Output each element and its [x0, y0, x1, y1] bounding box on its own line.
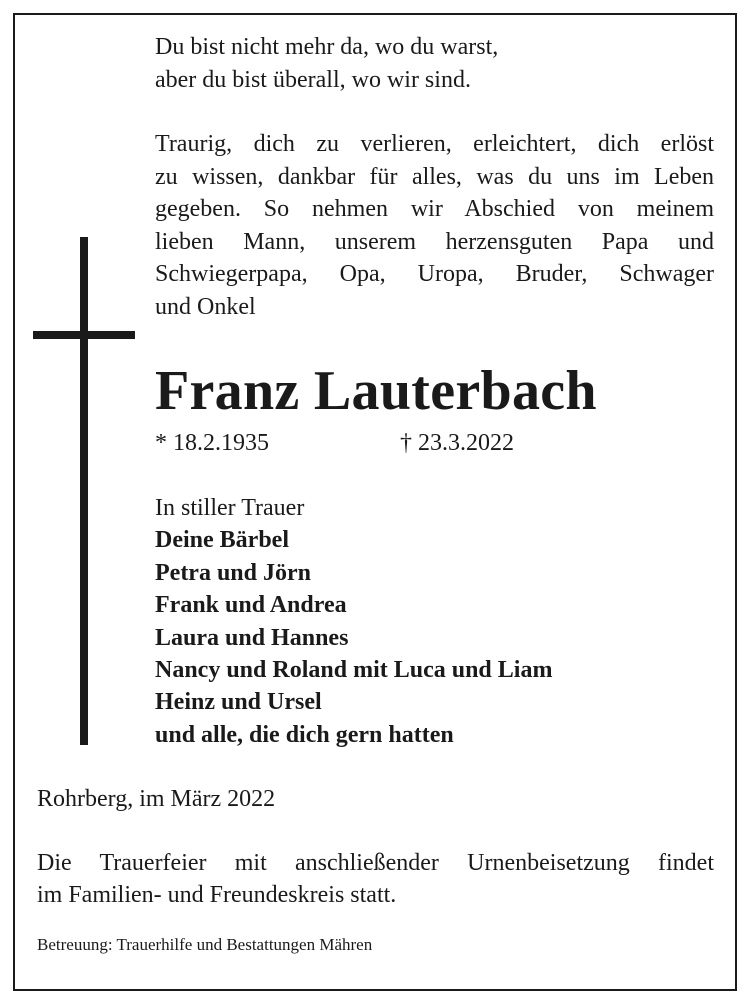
- intro-line: und Onkel: [155, 293, 256, 320]
- cross-horizontal-bar: [33, 331, 135, 339]
- ceremony-line: im Familien- und Freundeskreis statt.: [37, 882, 397, 908]
- mourner-name: und alle, die dich gern hatten: [155, 721, 454, 748]
- mourner-name: Laura und Hannes: [155, 624, 349, 651]
- motto-line: Du bist nicht mehr da, wo du warst,: [155, 34, 499, 60]
- funeral-service-credit: Betreuung: Trauerhilfe und Bestattungen Mähren: [37, 935, 373, 954]
- mourner-name: Heinz und Ursel: [155, 689, 322, 716]
- mourners-heading: In stiller Trauer: [155, 495, 305, 521]
- birth-date: * 18.2.1935: [155, 430, 269, 456]
- intro-line: gegeben. So nehmen wir Abschied von meinem: [155, 196, 714, 223]
- mourner-name: Frank und Andrea: [155, 592, 347, 619]
- place-date: Rohrberg, im März 2022: [37, 786, 276, 812]
- ceremony-line: Die Trauerfeier mit anschließender Urnenbeisetzung findet: [37, 850, 714, 876]
- mourners-list: [155, 492, 552, 751]
- intro-line: lieben Mann, unserem herzensguten Papa und: [155, 228, 714, 255]
- intro-line: zu wissen, dankbar für alles, was du uns im Leben: [155, 163, 714, 190]
- ceremony-info: [37, 847, 714, 911]
- mourner-name: Nancy und Roland mit Luca und Liam: [155, 657, 553, 684]
- intro-line: Traurig, dich zu verlieren, erleichtert, dich erlöst: [155, 131, 714, 157]
- intro-line: Schwiegerpapa, Opa, Uropa, Bruder, Schwager: [155, 261, 714, 288]
- deceased-name: Franz Lauterbach: [155, 360, 597, 422]
- mourner-name: Petra und Jörn: [155, 559, 311, 586]
- motto-line: aber du bist überall, wo wir sind.: [155, 66, 471, 93]
- death-date: † 23.3.2022: [400, 430, 514, 456]
- motto: [155, 31, 715, 96]
- cross-vertical-bar: [80, 237, 88, 745]
- mourner-name: Deine Bärbel: [155, 527, 289, 554]
- intro-text: [155, 128, 714, 324]
